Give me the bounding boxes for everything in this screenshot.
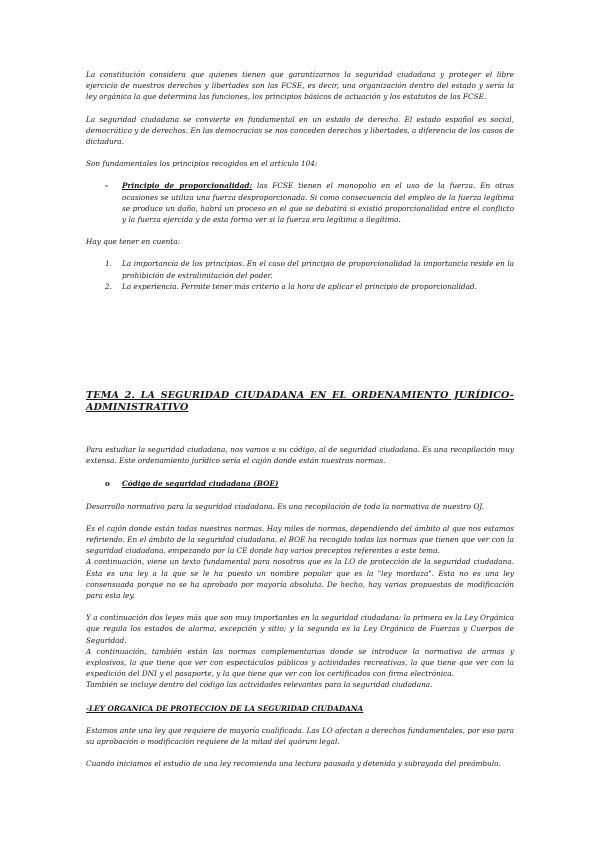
section-paragraph: Es el cajón donde están todas nuestras normas. Hay miles de normas, dependiendo del ámbito al que nos estamos refiriendo. En el ámbito de la seguridad ciudadana, el BOE ha recogido todas las normas que tienen que ver con la seguridad ciudadana, empezando por la CE donde hay varios preceptos referentes a este tema. [86, 523, 514, 556]
law-title: -LEY ORGANICA DE PROTECCION DE LA SEGURIDAD CIUDADANA [86, 703, 364, 713]
consider-lead: Hay que tener en cuenta: [86, 237, 181, 247]
principle-term: Principio de proporcionalidad: [122, 181, 253, 191]
section-paragraph: Estamos ante una ley que requiere de mayoría cualificada. Las LO afectan a derechos fundamentales, por eso para su aprobación o modificación requiere de la mitad del quórum legal. [86, 725, 514, 747]
dash-bullet-marker: - [105, 181, 109, 191]
principle-text [122, 180, 514, 225]
list-item [86, 281, 514, 292]
section-paragraph: También se incluye dentro del código las actividades relevantes para la seguridad ciudadana. [86, 680, 433, 690]
principle-bullet [86, 180, 514, 225]
numbered-list [86, 258, 514, 292]
principle-description: las FCSE tienen el monopolio en el uso de la fuerza. En otras ocasiones se utiliza una fuerza desproporcionada. Si como consecuencia del empleo de la fuerza legítima se produce un daño, habrá un proceso en el que se debatirá si existió proporcionalidad entre el conflicto y la fuerza ejercida y de esta forma ver si la fuerza era legítima o ilegítima. [122, 181, 514, 225]
subsection-heading [86, 478, 514, 489]
chapter-title: TEMA 2. LA SEGURIDAD CIUDADANA EN EL ORDENAMIENTO JURÍDICO-ADMINISTRATIVO [86, 390, 514, 413]
section-2 [86, 444, 514, 769]
section-paragraph: A continuación, también están las normas complementarias donde se introduce la normativa de armas y explosivos, la que tiene que ver con espectáculos públicos y actividades recreativas, la que tiene que ver con la expedición del DNI y el pasaporte, y la que tiene que ver con los certificados con firma electrónica. [86, 646, 514, 679]
subsection-title: Código de seguridad ciudadana (BOE) [122, 479, 279, 489]
list-item-text: La importancia de los principios. En el caso del principio de proporcionalidad la importancia reside en la prohibición de extralimitación del poder. [122, 259, 514, 280]
section-paragraph: Desarrollo normativo para la seguridad ciudadana. Es una recopilación de toda la normativa de nuestro OJ. [86, 501, 484, 511]
list-item [86, 258, 514, 280]
section-paragraph: Cuando iniciamos el estudio de una ley recomienda una lectura pausada y detenida y subrayada del preámbulo. [86, 759, 501, 769]
list-item-text: La experiencia. Permite tener más criterio a la hora de aplicar el principio de proporcionalidad. [122, 281, 477, 291]
section-paragraph: Y a continuación dos leyes más que son muy importantes en la seguridad ciudadana: la primera es la Ley Orgánica que regula los estados de alarma, excepción y sitio; y la segunda es la Ley Orgánica de Fuerzas y Cuerpos de Seguridad. [86, 613, 514, 645]
intro-paragraph-3: Son fundamentales los principios recogidos en el artículo 104: [86, 159, 318, 169]
list-number: 2. [105, 281, 112, 291]
circle-bullet-marker: o [105, 479, 110, 489]
section-paragraph: A continuación, viene un texto fundamental para nosotros que es la LO de protección de la seguridad ciudadana. Esta es una ley a la que se le ha puesto un nombre popular que es la "ley mordaza". Esta no es una ley consensuada porque no se ha aprobado por mayoría absoluta. De hecho, hay varias propuestas de modificación para esta ley. [86, 557, 514, 601]
document-page [86, 69, 514, 769]
intro-paragraph-1: La constitución considera que quienes tienen que garantizarnos la seguridad ciudadana y proteger el libre ejercicio de nuestros derechos y libertades son las FCSE, es decir, una organización dentro del estado y sería la ley orgánica la que determina las funciones, los principios básicos de actuación y los estatutos de las FCSE. [86, 70, 514, 102]
section-paragraph: Para estudiar la seguridad ciudadana, nos vamos a su código, al de seguridad ciudadana. Es una recopilación muy extensa. Este ordenamiento jurídico sería el cajón donde están nuestras normas. [86, 445, 514, 466]
list-number: 1. [105, 259, 112, 269]
intro-paragraph-2: La seguridad ciudadana se convierte en fundamental en un estado de derecho. El estado español es social, democrático y de derechos. En las democracias se nos conceden derechos y libertades, a diferencia de los casos de dictadura. [86, 114, 514, 147]
